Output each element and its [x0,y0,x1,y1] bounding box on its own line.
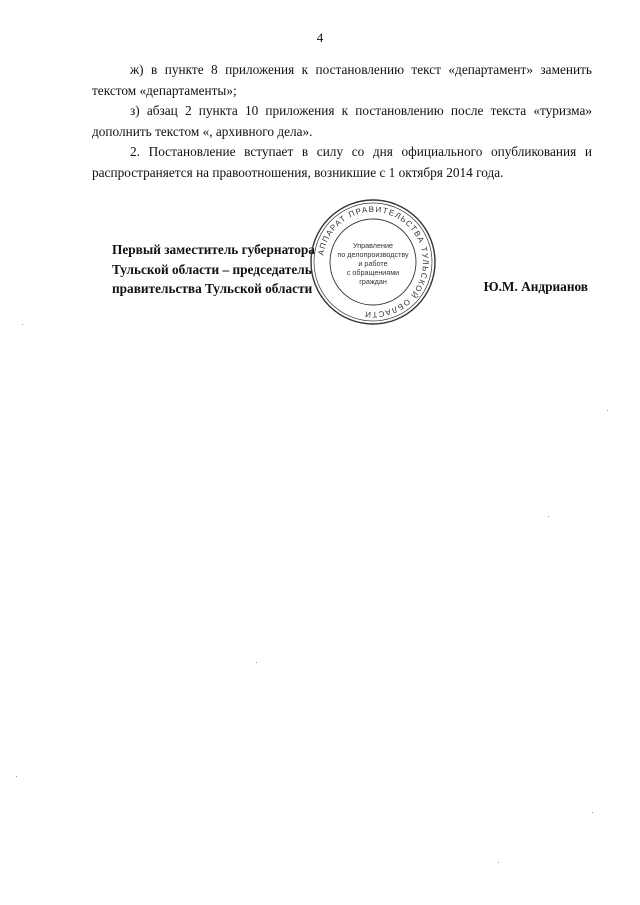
paragraph-z: з) абзац 2 пункта 10 приложения к постановлению после текста «туризма» дополнить текстом «, архивного дела». [92,103,592,139]
seal-center-text [337,241,409,286]
signature-title-line: Первый заместитель губернатора [112,242,315,257]
signature-title-line: Тульской области – председатель [112,261,312,277]
document-body [92,60,592,183]
scan-speck [607,410,608,411]
signature-title-line: правительства Тульской области [112,281,313,296]
scan-speck [498,862,499,863]
scan-speck [548,516,549,517]
paragraph-2: 2. Постановление вступает в силу со дня официального опубликования и распространяется на правоотношения, возникшие с 1 октября 2014 года. [92,144,592,180]
seal-center-line: с обращениями [346,268,400,277]
page-number: 4 [316,30,324,45]
scan-speck [256,662,257,663]
seal-center-line: по делопроизводству [337,250,409,259]
scan-speck [22,324,23,325]
seal-center-line: граждан [359,277,387,286]
scan-speck [592,812,593,813]
official-seal-stamp [307,196,439,328]
seal-graphic [307,196,439,328]
seal-center-line: и работе [358,259,388,268]
scan-speck [16,776,17,777]
seal-ring-text: АППАРАТ ПРАВИТЕЛЬСТВА ТУЛЬСКОЙ ОБЛАСТИ [316,204,431,320]
paragraph-zh: ж) в пункте 8 приложения к постановлению текст «департамент» заменить текстом «департаменты»; [92,62,592,98]
signatory-name: Ю.М. Андрианов [483,279,588,294]
seal-center-line: Управление [353,241,393,250]
